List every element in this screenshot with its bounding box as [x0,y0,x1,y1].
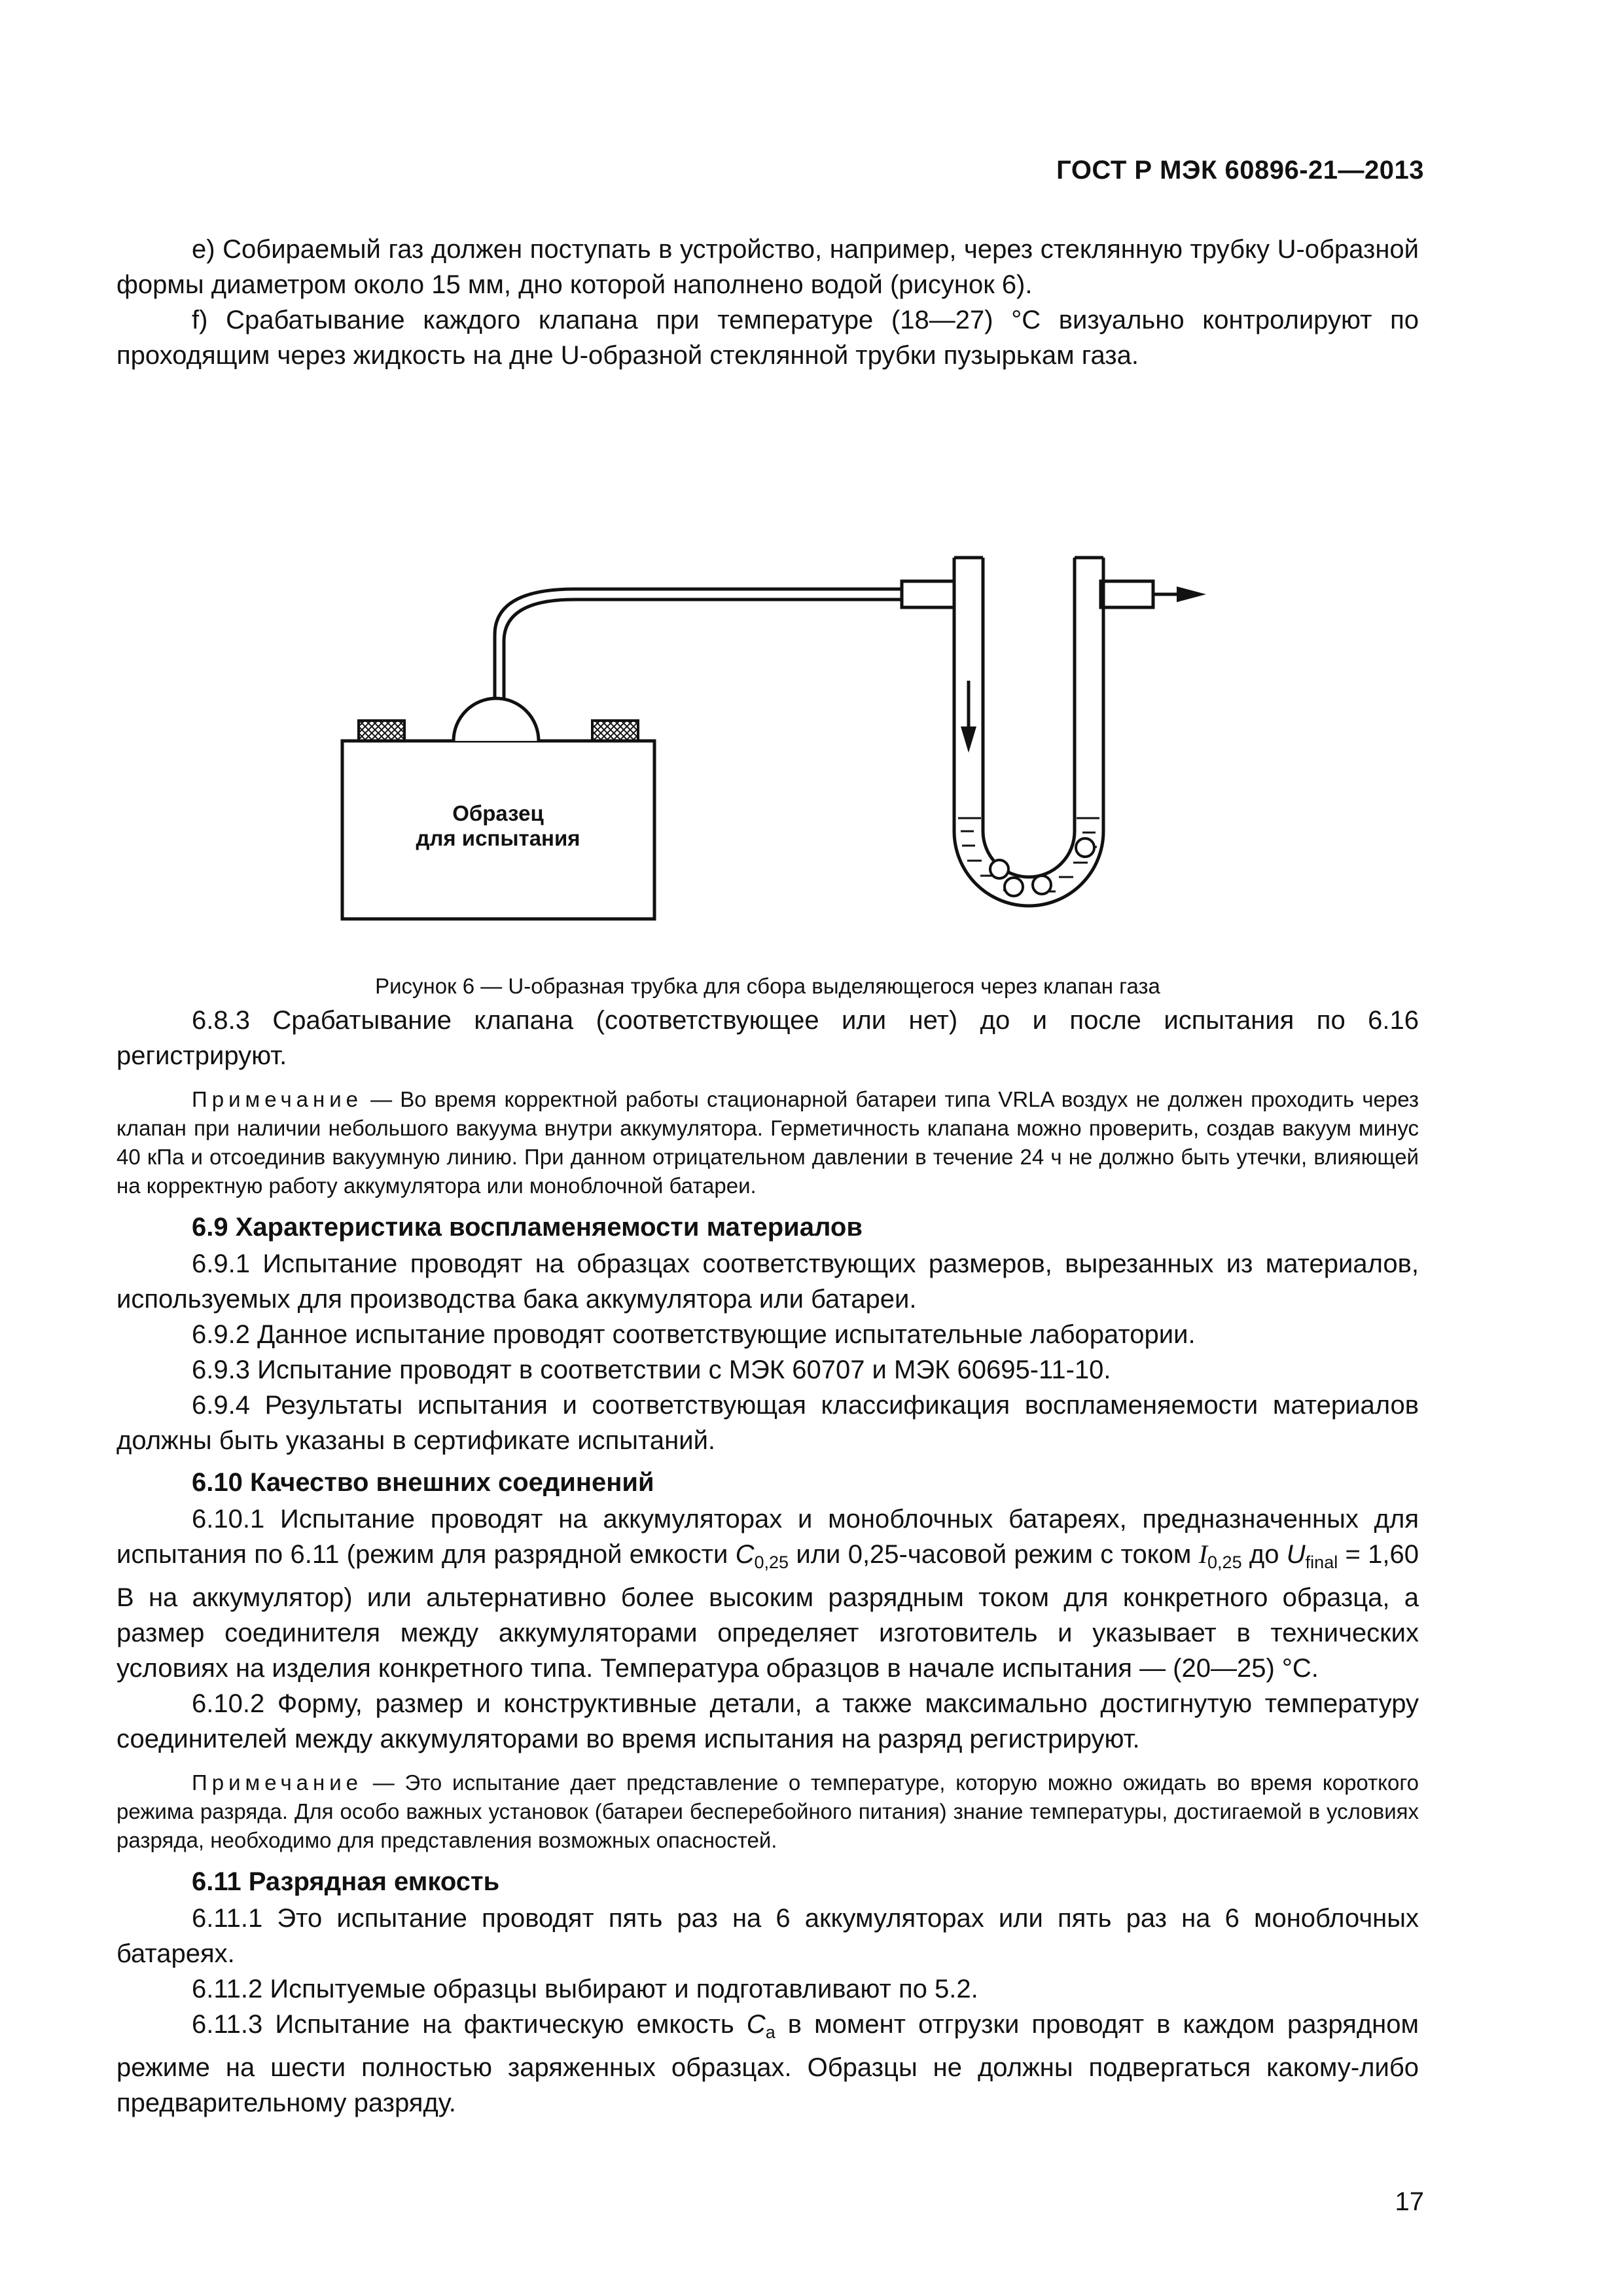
paragraph-6-10-2: 6.10.2 Форму, размер и конструктивные детали, а также максимально достигнутую температуру соединителей между аккумуляторами во время испытания на разряд регистрируют. [116,1689,1419,1753]
note-label: Примечание [192,1087,363,1111]
paragraph-6-9-1: 6.9.1 Испытание проводят на образцах соответствующих размеров, вырезанных из материалов, используемых для производства бака аккумулятора или батареи. [116,1249,1419,1314]
paragraph-6-11-3: 6.11.3 Испытание на фактическую емкость $C_a$ в момент отгрузки проводят в каждом разрядном режиме на шести полностью заряженных образцах. Образцы не должны подвергаться какому-либо предварительному разряду. [116,2010,1419,2117]
note-text: — Это испытание дает представление о температуре, которую можно ожидать во время короткого режима разряда. Для особо важных установок (батареи бесперебойного питания) знание температуры, достигаемой в условиях разряда, необходимо для представления возможных опасностей. [116,1770,1419,1852]
terminal-right [592,721,638,741]
box-label-line1: Образец [452,801,544,825]
gas-hose [495,589,902,698]
note-text: — Во время корректной работы стационарной батареи типа VRLA воздух не должен проходить через клапан при наличии небольшого вакуума внутри аккумулятора. Герметичность клапана можно проверить, создав вакуум минус 40 кПа и отсоединив вакуумную линию. При данном отрицательном давлении в течение 24 ч не должно быть утечки, влияющей на корректную работу аккумулятора или моноблочной батареи. [116,1087,1419,1198]
paragraph-6-11-2: 6.11.2 Испытуемые образцы выбирают и подготавливают по 5.2. [192,1975,978,2003]
note-6-10 [116,1768,1419,1855]
paragraph-6-9-2: 6.9.2 Данное испытание проводят соответствующие испытательные лаборатории. [192,1320,1196,1349]
paragraph-6-8-3: 6.8.3 Срабатывание клапана (соответствующее или нет) до и после испытания по 6.16 регистрируют. [116,1006,1419,1070]
document-header: ГОСТ Р МЭК 60896-21—2013 [1056,156,1424,185]
outlet-stub [1101,581,1153,607]
paragraph-f: f) Срабатывание каждого клапана при температуре (18—27) °С визуально контролируют по проходящим через жидкость на дне U-образной стеклянной трубки пузырькам газа. [116,306,1419,370]
flow-arrow-down [961,726,976,753]
note-6-8-3 [116,1085,1419,1200]
document-body [116,232,1419,2121]
terminal-left [359,721,404,741]
valve-dome [454,698,539,741]
inlet-stub [902,581,954,607]
note-label: Примечание [192,1770,363,1795]
heading-6-10: 6.10 Качество внешних соединений [192,1468,654,1497]
heading-6-11: 6.11 Разрядная емкость [192,1867,500,1896]
paragraph-6-9-4: 6.9.4 Результаты испытания и соответствующая классификация воспламеняемости материалов должны быть указаны в сертификате испытаний. [116,1391,1419,1455]
outlet-arrow [1177,586,1206,602]
paragraph-6-9-3: 6.9.3 Испытание проводят в соответствии с МЭК 60707 и МЭК 60695-11-10. [192,1355,1111,1384]
u-tube-diagram [116,373,1419,949]
figure-caption: Рисунок 6 — U-образная трубка для сбора выделяющегося через клапан газа [375,974,1160,998]
paragraph-6-10-1: 6.10.1 Испытание проводят на аккумуляторах и моноблочных батареях, предназначенных для испытания по 6.11 (режим для разрядной емкости $C_{0,25}$ или 0,25-часовой режим с током $I_{0,25}$ до $U_{final} = 1,60$ В на аккумулятор) или альтернативно более высоким разрядным током для конкретного образца, а размер соединителя между аккумуляторами определяет изготовитель и указывает в технических условиях на изделия конкретного типа. Температура образцов в начале испытания — (20—25) °С. [116,1505,1419,1683]
u-tube-inner [983,558,1075,877]
paragraph-e: e) Собираемый газ должен поступать в устройство, например, через стеклянную трубку U-образной формы диаметром около 15 мм, дно которой наполнено водой (рисунок 6). [116,235,1419,299]
box-label-line2: для испытания [416,826,580,850]
paragraph-6-11-1: 6.11.1 Это испытание проводят пять раз на 6 аккумуляторах или пять раз на 6 моноблочных батареях. [116,1904,1419,1968]
figure-6 [116,373,1419,998]
page-number: 17 [1395,2187,1424,2216]
heading-6-9: 6.9 Характеристика воспламеняемости материалов [192,1213,863,1242]
